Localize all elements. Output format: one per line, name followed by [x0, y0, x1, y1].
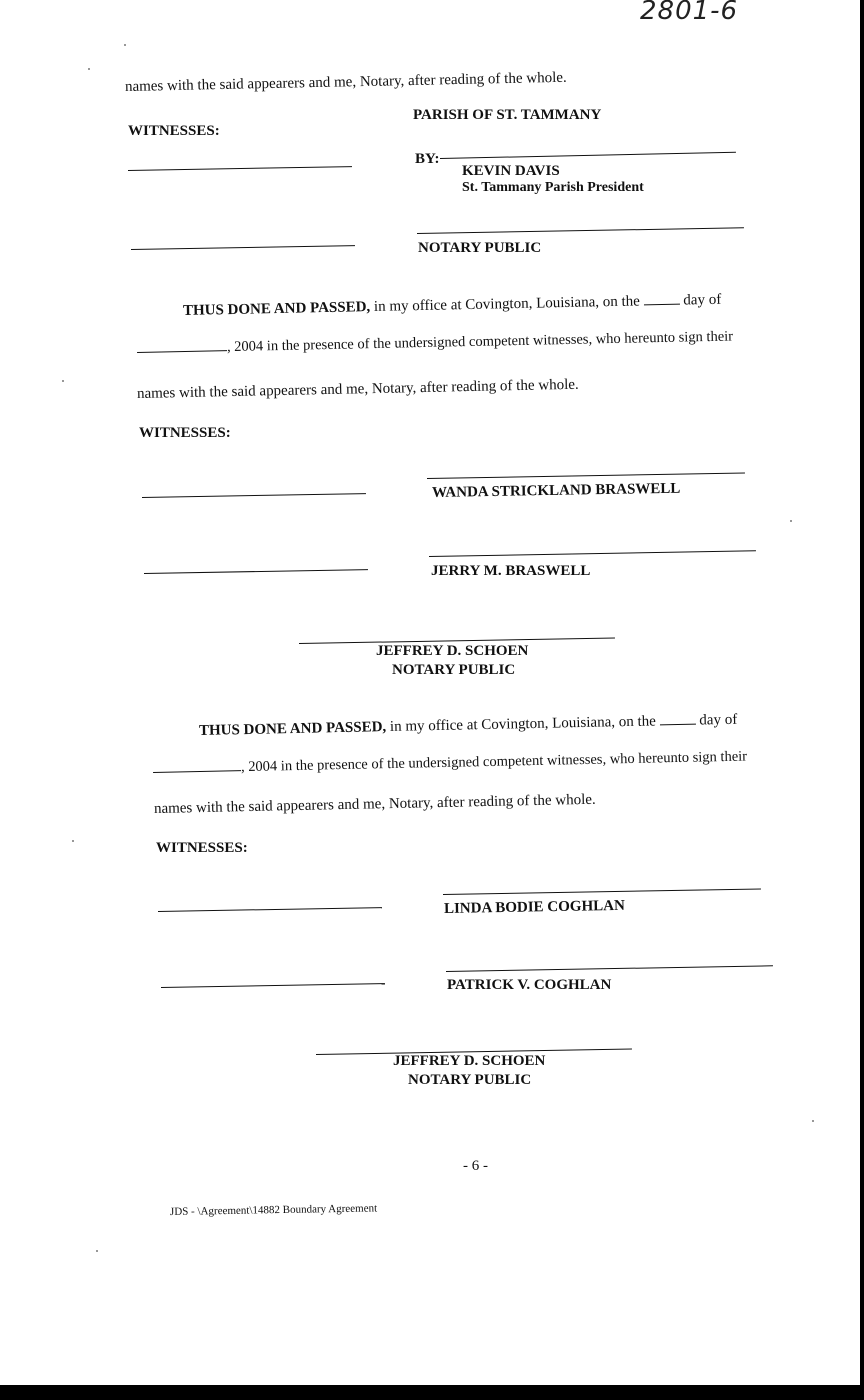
page-number: - 6 -	[463, 1158, 488, 1174]
acknowledgment-line-1	[183, 291, 722, 320]
acknowledgment-line-3: names with the said appearers and me, Notary, after reading of the whole.	[153, 791, 596, 817]
acknowledgment-line-2	[153, 748, 747, 778]
signer-signature-line	[443, 888, 761, 895]
witness-signature-line	[131, 245, 355, 250]
witnesses-label: WITNESSES:	[139, 425, 231, 441]
month-blank	[137, 338, 227, 353]
witness-signature-line	[144, 569, 368, 574]
acknowledgment-text: in my office at Covington, Louisiana, on the	[389, 713, 657, 735]
witnesses-label: WITNESSES:	[128, 123, 220, 139]
day-of-text: day of	[683, 291, 722, 309]
day-of-text: day of	[699, 711, 738, 729]
witness-signature-line	[158, 907, 382, 912]
scan-edge-right	[860, 0, 864, 1400]
day-blank	[659, 712, 695, 726]
notary-name: JEFFREY D. SCHOEN	[376, 643, 529, 659]
scan-speck	[124, 44, 126, 46]
scan-edge-bottom	[0, 1385, 864, 1400]
witness-signature-line	[128, 166, 352, 171]
file-path-footer: JDS - \Agreement\14882 Boundary Agreement	[169, 1202, 378, 1218]
scan-speck	[96, 1250, 98, 1252]
signer-name: JERRY M. BRASWELL	[431, 563, 591, 579]
signer-name: WANDA STRICKLAND BRASWELL	[431, 480, 681, 501]
day-blank	[643, 292, 679, 306]
acknowledgment-text: , 2004 in the presence of the undersigned competent witnesses, who hereunto sign their	[240, 748, 748, 776]
handwritten-page-mark: 2801-6	[640, 0, 739, 26]
scan-speck	[790, 520, 792, 522]
signer-signature-line	[446, 965, 773, 972]
acknowledgment-line-3: names with the said appearers and me, Notary, after reading of the whole.	[136, 376, 579, 402]
notary-public-label: NOTARY PUBLIC	[418, 240, 542, 256]
notary-title: NOTARY PUBLIC	[408, 1072, 532, 1088]
acknowledgment-text: , 2004 in the presence of the undersigned competent witnesses, who hereunto sign their	[226, 328, 734, 356]
acknowledgment-line-1	[199, 711, 738, 740]
signer-signature-line	[427, 472, 745, 479]
continued-text-line: names with the said appearers and me, Notary, after reading of the whole.	[124, 69, 567, 95]
signer-title: St. Tammany Parish President	[462, 180, 644, 195]
thus-done-lead: THUS DONE AND PASSED,	[182, 299, 371, 319]
notary-name: JEFFREY D. SCHOEN	[393, 1053, 546, 1069]
signer-name: PATRICK V. COGHLAN	[447, 977, 612, 993]
witness-signature-line	[142, 493, 366, 498]
scan-speck	[62, 380, 64, 382]
scan-speck	[72, 840, 74, 842]
scan-speck	[812, 1120, 814, 1122]
signer-name: LINDA BODIE COGHLAN	[443, 897, 625, 917]
thus-done-lead: THUS DONE AND PASSED,	[198, 719, 387, 739]
acknowledgment-text: in my office at Covington, Louisiana, on the	[373, 293, 641, 315]
signer-name: KEVIN DAVIS	[462, 163, 560, 179]
acknowledgment-line-2	[137, 328, 733, 358]
month-blank	[153, 758, 241, 773]
parish-label: PARISH OF ST. TAMMANY	[413, 107, 602, 123]
scan-speck	[88, 68, 90, 70]
notary-title: NOTARY PUBLIC	[392, 662, 516, 678]
notary-signature-line	[417, 227, 744, 234]
parish-signature-line	[440, 152, 736, 159]
by-label: BY:	[415, 151, 440, 167]
signer-signature-line	[429, 550, 756, 557]
witness-signature-line	[161, 983, 385, 988]
witnesses-label: WITNESSES:	[156, 840, 248, 856]
